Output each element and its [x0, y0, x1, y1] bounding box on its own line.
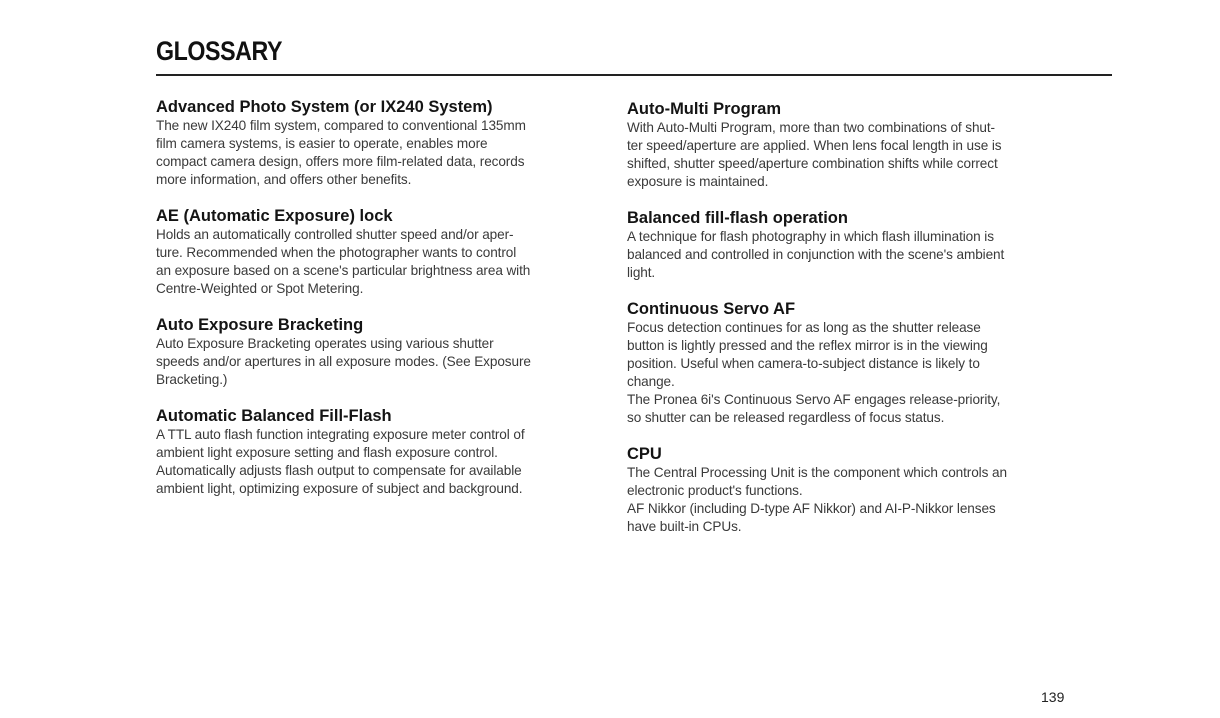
definition-line: light. [627, 265, 656, 280]
glossary-term: Advanced Photo System (or IX240 System) [156, 98, 493, 116]
definition-line: change. [627, 374, 675, 389]
glossary-entry [156, 206, 602, 298]
definition-line: Auto Exposure Bracketing operates using various shutter [156, 336, 494, 351]
glossary-entry [156, 406, 602, 498]
definition-line: shifted, shutter speed/aperture combination shifts while correct [627, 156, 998, 171]
glossary-entry [627, 299, 1073, 427]
definition-line: Focus detection continues for as long as the shutter release [627, 320, 981, 335]
definition-line: ambient light exposure setting and flash exposure control. [156, 445, 498, 460]
glossary-entry [156, 97, 602, 189]
glossary-term: Auto-Multi Program [627, 100, 781, 118]
definition-line: Holds an automatically controlled shutter speed and/or aper- [156, 227, 514, 242]
glossary-term: CPU [627, 445, 662, 463]
title-divider [156, 74, 1112, 76]
definition-line: exposure is maintained. [627, 174, 769, 189]
glossary-entry [627, 99, 1073, 191]
glossary-entry [156, 315, 602, 389]
definition-line: position. Useful when camera-to-subject distance is likely to [627, 356, 980, 371]
right-column [627, 99, 1073, 553]
definition-line: A TTL auto flash function integrating exposure meter control of [156, 427, 525, 442]
definition-line: ture. Recommended when the photographer wants to control [156, 245, 517, 260]
definition-line: Automatically adjusts flash output to compensate for available [156, 463, 522, 478]
definition-line: more information, and offers other benefits. [156, 172, 412, 187]
definition-line: electronic product's functions. [627, 483, 803, 498]
definition-line: The new IX240 film system, compared to conventional 135mm [156, 118, 526, 133]
glossary-term: Balanced fill-flash operation [627, 209, 848, 227]
definition-line: Bracketing.) [156, 372, 228, 387]
page-number: 139 [1041, 689, 1065, 705]
glossary-term: Continuous Servo AF [627, 300, 796, 318]
definition-line: ambient light, optimizing exposure of subject and background. [156, 481, 523, 496]
glossary-term: Automatic Balanced Fill-Flash [156, 407, 392, 425]
definition-line: button is lightly pressed and the reflex mirror is in the viewing [627, 338, 988, 353]
definition-line: balanced and controlled in conjunction with the scene's ambient [627, 247, 1005, 262]
definition-line: so shutter can be released regardless of focus status. [627, 410, 945, 425]
definition-line: A technique for flash photography in which flash illumination is [627, 229, 994, 244]
definition-line: film camera systems, is easier to operate, enables more [156, 136, 488, 151]
definition-line: have built-in CPUs. [627, 519, 742, 534]
definition-line: an exposure based on a scene's particular brightness area with [156, 263, 531, 278]
definition-line: AF Nikkor (including D-type AF Nikkor) and AI-P-Nikkor lenses [627, 501, 996, 516]
glossary-entry [627, 208, 1073, 282]
definition-line: With Auto-Multi Program, more than two combinations of shut- [627, 120, 995, 135]
definition-line: speeds and/or apertures in all exposure modes. (See Exposure [156, 354, 531, 369]
glossary-term: AE (Automatic Exposure) lock [156, 207, 393, 225]
page-title: GLOSSARY [156, 36, 283, 66]
definition-line: Centre-Weighted or Spot Metering. [156, 281, 364, 296]
definition-line: ter speed/aperture are applied. When lens focal length in use is [627, 138, 1002, 153]
definition-line: compact camera design, offers more film-related data, records [156, 154, 525, 169]
glossary-entry [627, 444, 1073, 536]
left-column [156, 97, 602, 515]
definition-line: The Pronea 6i's Continuous Servo AF engages release-priority, [627, 392, 1001, 407]
glossary-term: Auto Exposure Bracketing [156, 316, 364, 334]
definition-line: The Central Processing Unit is the component which controls an [627, 465, 1007, 480]
